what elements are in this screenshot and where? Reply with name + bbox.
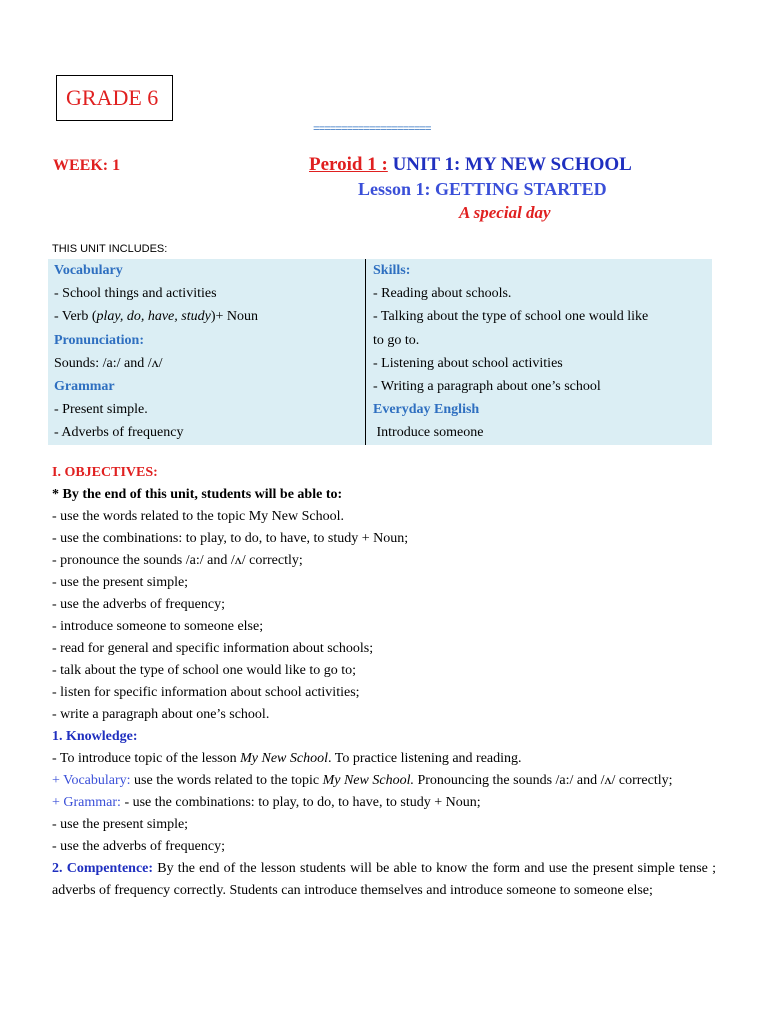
- knowledge-text: - To introduce topic of the lesson: [52, 751, 241, 766]
- objective-item: - talk about the type of school one would like to go to;: [52, 663, 357, 678]
- table-left-column: [54, 259, 258, 445]
- everyday-english-heading: Everyday English: [373, 402, 480, 418]
- objectives-heading: I. OBJECTIVES:: [52, 465, 158, 480]
- objective-item: - introduce someone to someone else;: [52, 619, 264, 634]
- everyday-item: Introduce someone: [373, 425, 484, 441]
- period-title: [309, 154, 632, 176]
- competence-heading: 2. Compentence:: [52, 861, 154, 876]
- grade-box: [56, 75, 173, 121]
- knowledge-topic: My New School.: [322, 773, 414, 788]
- header-divider: =====================: [313, 124, 431, 136]
- objective-item: - use the words related to the topic My New School.: [52, 509, 344, 524]
- vocabulary-label: + Vocabulary:: [52, 773, 131, 788]
- grammar-label: + Grammar:: [52, 795, 121, 810]
- objective-item: - listen for specific information about school activities;: [52, 685, 360, 700]
- unit-title: UNIT 1: MY NEW SCHOOL: [392, 154, 632, 175]
- knowledge-grammar: [52, 792, 716, 814]
- vocab-item: [54, 305, 258, 328]
- lesson-title: Lesson 1: GETTING STARTED: [358, 179, 607, 199]
- skill-item: - Listening about school activities: [373, 355, 563, 371]
- table-column-divider: [365, 259, 366, 445]
- vocab-item: - School things and activities: [54, 286, 217, 302]
- knowledge-text: Pronouncing the sounds /a:/ and /ʌ/ correctly;: [413, 773, 673, 788]
- skill-item: - Reading about schools.: [373, 286, 512, 302]
- grade-label: GRADE 6: [66, 85, 159, 110]
- table-right-column: [373, 259, 648, 445]
- knowledge-heading: 1. Knowledge:: [52, 729, 138, 744]
- knowledge-intro: [52, 748, 716, 770]
- competence-paragraph: [52, 858, 716, 902]
- objectives-intro: * By the end of this unit, students will be able to:: [52, 487, 343, 502]
- competence-text: By the end of the lesson students will be able to know the form and use the present simple tense ; adverbs of frequency correctly. Students can introduce themselves and introduce someone to someone else;: [52, 861, 716, 898]
- lesson-body: [52, 462, 716, 902]
- skills-heading: Skills:: [373, 263, 411, 278]
- objective-item: - write a paragraph about one’s school.: [52, 707, 270, 722]
- pronunciation-heading: Pronunciation:: [54, 332, 144, 348]
- grammar-heading: Grammar: [54, 378, 115, 394]
- unit-includes-label: THIS UNIT INCLUDES:: [52, 243, 168, 255]
- objective-item: - pronounce the sounds /a:/ and /ʌ/ correctly;: [52, 553, 303, 568]
- skill-item: to go to.: [373, 332, 420, 348]
- objective-item: - use the present simple;: [52, 575, 189, 590]
- knowledge-grammar-item: - use the adverbs of frequency;: [52, 839, 225, 854]
- skill-item: - Writing a paragraph about one’s school: [373, 378, 601, 394]
- knowledge-text: use the words related to the topic: [130, 773, 323, 788]
- knowledge-grammar-item: - use the present simple;: [52, 817, 189, 832]
- knowledge-topic: My New School: [240, 751, 328, 766]
- objective-item: - use the combinations: to play, to do, to have, to study + Noun;: [52, 531, 409, 546]
- unit-includes-table: [48, 259, 712, 445]
- week-label: WEEK: 1: [53, 157, 121, 174]
- knowledge-vocabulary: [52, 770, 716, 792]
- lesson-subtitle: A special day: [459, 203, 551, 222]
- vocab-verbs: play, do, have, study: [96, 309, 211, 325]
- objective-item: - use the adverbs of frequency;: [52, 597, 225, 612]
- vocab-text: )+ Noun: [210, 309, 258, 325]
- vocabulary-heading: Vocabulary: [54, 263, 123, 278]
- grammar-item: - Adverbs of frequency: [54, 425, 184, 441]
- period-label: Peroid 1 :: [309, 154, 388, 175]
- grammar-item: - Present simple.: [54, 402, 148, 418]
- knowledge-text: . To practice listening and reading.: [328, 751, 522, 766]
- knowledge-text: - use the combinations: to play, to do, to have, to study + Noun;: [120, 795, 481, 810]
- vocab-text: - Verb (: [54, 309, 97, 325]
- skill-item: - Talking about the type of school one would like: [373, 309, 649, 325]
- sounds-item: Sounds: /a:/ and /ʌ/: [54, 355, 163, 371]
- objective-item: - read for general and specific information about schools;: [52, 641, 374, 656]
